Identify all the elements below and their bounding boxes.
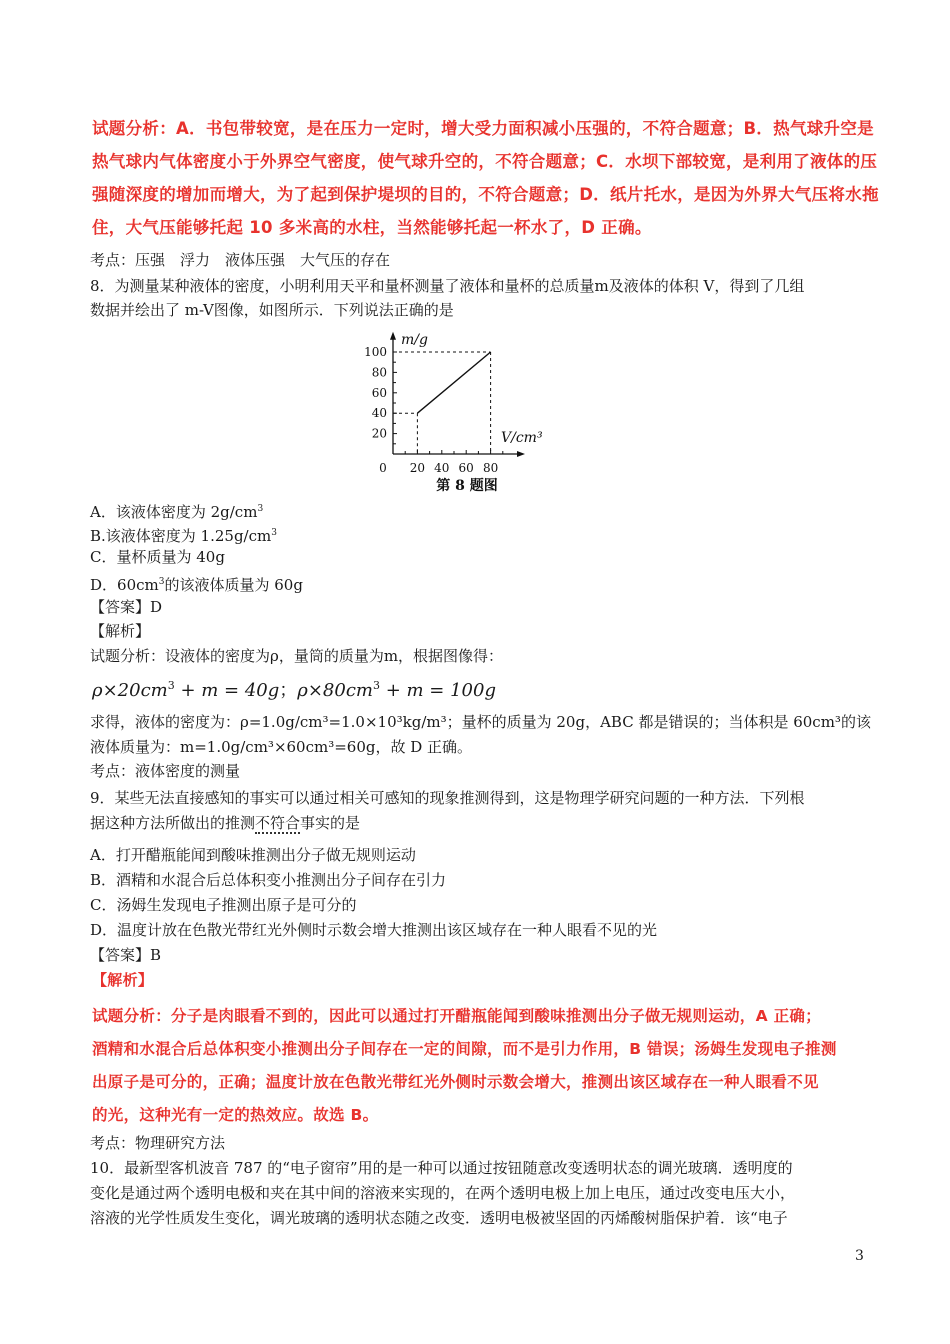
q8-analysis-title: 【解析】: [90, 622, 151, 640]
q8-stem-line2: 数据并绘出了 m-V图像，如图所示．下列说法正确的是: [90, 301, 454, 319]
x-tick-label: 80: [482, 461, 499, 475]
q9-emphasis: 不符合: [255, 814, 301, 832]
q9-option-c: C．汤姆生发现电子推测出原子是可分的: [90, 896, 357, 914]
q9-analysis-title: 【解析】: [92, 971, 154, 989]
y-tick-label: 40: [371, 406, 387, 421]
q9-stem-line2: 据这种方法所做出的推测不符合事实的是: [90, 814, 361, 832]
q9-stem-line1: 9．某些无法直接感知的事实可以通过相关可感知的现象推测得到，这是物理学研究问题的一种方法．下列根: [90, 789, 805, 807]
y-tick-label: 20: [371, 426, 387, 441]
q9-analysis-line: 试题分析：分子是肉眼看不到的，因此可以通过打开醋瓶能闻到酸味推测出分子做无规则运动，A 正确；: [92, 1007, 821, 1025]
q8-result-line2: 液体质量为：m=1.0g/cm³×60cm³=60g，故 D 正确。: [90, 738, 473, 756]
x-axis-arrow: [517, 451, 525, 457]
q7-analysis-line: 住，大气压能够托起 10 多米高的水柱，当然能够托起一杯水了，D 正确。: [92, 218, 652, 237]
q8-point: 考点：液体密度的测量: [90, 762, 241, 780]
q9-analysis-line: 出原子是可分的，正确；温度计放在色散光带红光外侧时示数会增大，推测出该区域存在一种人眼看不见: [92, 1073, 819, 1091]
y-tick-label: 80: [371, 365, 387, 380]
q7-analysis-line: 强随深度的增加而增大，为了起到保护堤坝的目的，不符合题意；D．纸片托水，是因为外界大气压将水拖: [92, 185, 879, 204]
y-axis-arrow: [390, 332, 396, 340]
q9-answer: 【答案】B: [90, 946, 162, 964]
y-axis-label: m/g: [401, 331, 428, 348]
q9-option-d: D．温度计放在色散光带红光外侧时示数会增大推测出该区域存在一种人眼看不见的光: [90, 921, 658, 939]
q9-analysis: [92, 1000, 882, 1132]
q7-analysis: [92, 112, 882, 244]
q9-analysis-line: 的光，这种光有一定的热效应。故选 B。: [92, 1106, 379, 1124]
chart-title: 第 8 题图: [436, 478, 498, 492]
q9-analysis-line: 酒精和水混合后总体积变小推测出分子间存在一定的间隙，而不是引力作用，B 错误；汤姆生发现电子推测: [92, 1040, 837, 1058]
q7-analysis-line: 试题分析：A．书包带较宽，是在压力一定时，增大受力面积减小压强的，不符合题意；B．热气球升空是: [92, 119, 874, 138]
q9-option-b: B．酒精和水混合后总体积变小推测出分子间存在引力: [90, 871, 447, 889]
q8-option-d: D．$60cm^3$的该液体质量为 60g: [90, 576, 303, 594]
q8-option-c: C．量杯质量为 40g: [90, 548, 225, 566]
x-tick-label: 40: [434, 461, 450, 475]
q8-mv-chart: [355, 322, 595, 492]
x-tick-label: 20: [409, 461, 426, 475]
x-axis-label: V/cm³: [501, 430, 543, 446]
x-tick-label: 0: [379, 461, 387, 475]
q9-option-a: A．打开醋瓶能闻到酸味推测出分子做无规则运动: [90, 846, 416, 864]
q8-analysis-line1: 试题分析：设液体的密度为ρ，量筒的质量为m，根据图像得：: [90, 647, 504, 665]
q8-answer: 【答案】D: [90, 598, 163, 616]
q8-option-b: B.该液体密度为 $1.25g/cm^3$: [90, 527, 277, 545]
q7-analysis-line: 热气球内气体密度小于外界空气密度，使气球升空的，不符合题意；C．水坝下部较宽，是利用了液体的压: [92, 152, 878, 171]
page-number: 3: [855, 1248, 864, 1264]
q10-line: 溶液的光学性质发生变化，调光玻璃的透明状态随之改变．透明电极被坚固的丙烯酸树脂保护着．该“电子: [90, 1209, 788, 1227]
q10-line: 变化是通过两个透明电极和夹在其中间的溶液来实现的，在两个透明电极上加上电压，通过改变电压大小，: [90, 1184, 796, 1202]
y-tick-label: 100: [364, 345, 387, 359]
series-line: [417, 352, 490, 413]
q8-result-line1: 求得，液体的密度为：ρ=1.0g/cm³=1.0×10³kg/m³；量杯的质量为 20g，ABC 都是错误的；当体积是 60cm³的该: [90, 713, 871, 731]
q8-formula: $\rho\times 20cm^3 + m = 40g$；$\rho\times 80cm^3 + m = 100g$: [92, 679, 496, 701]
q7-point: 考点：压强 浮力 液体压强 大气压的存在: [90, 251, 391, 269]
y-tick-label: 60: [371, 385, 387, 400]
x-tick-label: 60: [458, 461, 474, 475]
q8-stem-line1: 8．为测量某种液体的密度，小明利用天平和量杯测量了液体和量杯的总质量m及液体的体积 V，得到了几组: [90, 277, 805, 295]
q9-point: 考点：物理研究方法: [90, 1134, 226, 1152]
q10-line: 10．最新型客机波音 787 的“电子窗帘”用的是一种可以通过按钮随意改变透明状态的调光玻璃．透明度的: [90, 1159, 793, 1177]
q8-option-a: A．该液体密度为 $2g/cm^3$: [90, 503, 264, 521]
